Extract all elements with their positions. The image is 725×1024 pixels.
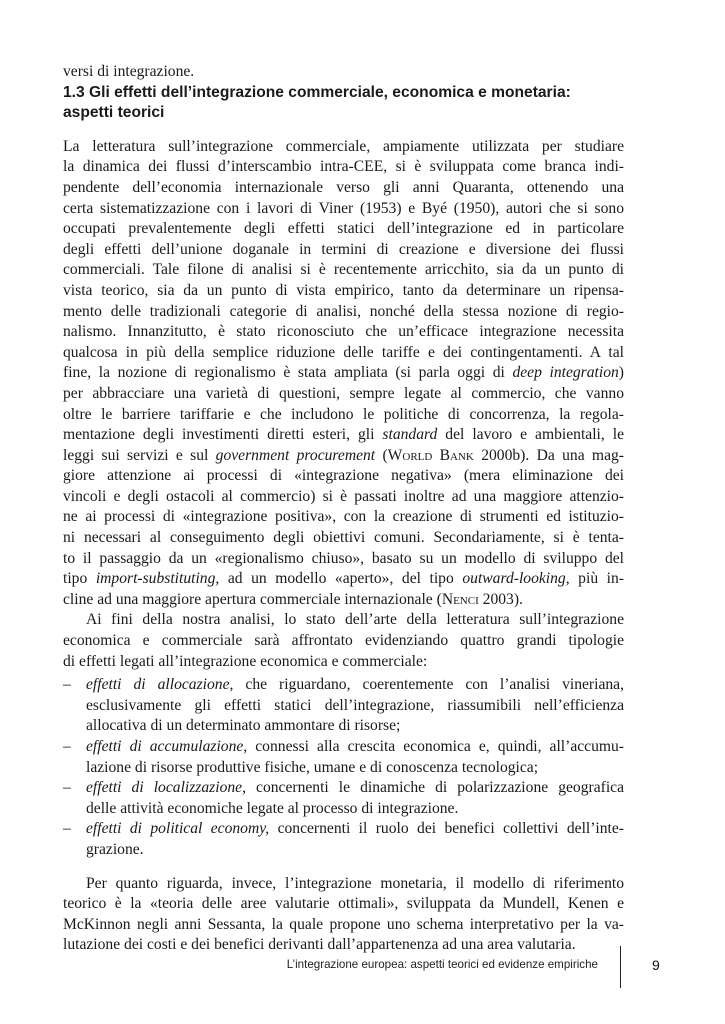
text-line: to il passaggio da un «regionalismo chiuso», basato su un modello di sviluppo del [63, 549, 624, 567]
text-line: delle attività economiche legate al processo di integrazione. [86, 799, 459, 817]
text-line: di effetti legati all’integrazione economica e commerciale: [63, 652, 428, 670]
text-line: lutazione dei costi e dei benefici derivanti dall’appartenenza ad una area valutaria. [63, 936, 576, 954]
text-line: allocativa di un determinato ammontare di risorse; [86, 717, 401, 735]
continued-text-line: versi di integrazione. [63, 63, 195, 80]
section-heading-line-1: 1.3 Gli effetti dell’integrazione commerciale, economica e monetaria: [63, 83, 571, 101]
text-line: teorico è la «teoria delle aree valutarie ottimali», sviluppata da Mundell, Kenen e [63, 895, 624, 913]
text-line: McKinnon negli anni Sessanta, la quale propone uno schema interpretativo per la va- [63, 915, 624, 933]
text-line: tipo import-substituting, ad un modello «aperto», del tipo outward-looking, più in- [63, 570, 624, 588]
text-line: occupati prevalentemente degli effetti statici dell’integrazione ed in particolare [63, 220, 624, 238]
text-line: vincoli e degli ostacoli al commercio) si è passati inoltre ad una maggiore attenzio- [63, 487, 624, 505]
text-line: cline ad una maggiore apertura commerciale internazionale (Nenci 2003). [63, 590, 523, 608]
paragraph-2 [63, 610, 624, 672]
text-line: per abbracciare una varietà di questioni, sempre legate al commercio, che vanno [63, 384, 624, 402]
text-line: esclusivamente gli effetti statici dell’integrazione, riassumibili nell’efficienza [86, 696, 624, 714]
text-line: Ai fini della nostra analisi, lo stato dell’arte della letteratura sull’integrazione [86, 611, 624, 629]
text-line: certa sistematizzazione con i lavori di Viner (1953) e Byé (1950), autori che si sono [63, 199, 624, 217]
text-line: ne ai processi di «integrazione positiva», con la creazione di strumenti ed istituzio- [63, 508, 624, 526]
dash-bullet: – [63, 820, 71, 838]
text-line: commerciali. Tale filone di analisi si è recentemente arricchito, sia da un punto di [63, 261, 624, 279]
section-heading-line-2: aspetti teorici [63, 104, 165, 122]
text-line: giore attenzione ai processi di «integrazione negativa» (mera eliminazione dei [63, 467, 624, 485]
dash-bullet: – [63, 779, 71, 797]
text-line: degli effetti dell’unione doganale in termini di creazione e diversione dei flussi [63, 240, 624, 258]
text-line: lazione di risorse produttive fisiche, umane e di conoscenza tecnologica; [86, 758, 539, 776]
page-body [63, 62, 624, 956]
paragraph-3 [63, 874, 624, 956]
text-line: La letteratura sull’integrazione commerciale, ampiamente utilizzata per studiare [63, 137, 624, 155]
paragraph-1 [63, 137, 624, 611]
page-number: 9 [652, 957, 660, 973]
text-line: la dinamica dei flussi d’interscambio intra-CEE, si è sviluppata come branca indi- [63, 158, 624, 176]
dash-bullet: – [63, 738, 71, 755]
text-line: mento delle tradizionali categorie di analisi, nonché della stessa nozione di regio- [63, 302, 624, 320]
text-line: qualcosa in più della semplice riduzione delle tariffe e dei contingentamenti. A tal [63, 343, 624, 361]
text-line: oltre le barriere tariffarie e che includono le politiche di concorrenza, la regola- [63, 405, 624, 423]
text-line: grazione. [86, 840, 144, 858]
text-line: ni necessari al conseguimento degli obiettivi comuni. Secondariamente, si è tenta- [63, 529, 624, 547]
text-line: vista teorico, sia da un punto di vista empirico, tanto da determinare un ripensa- [63, 281, 624, 299]
text-line: mentazione degli investimenti diretti esteri, gli standard del lavoro e ambientali, le [63, 426, 624, 444]
text-line: Per quanto riguarda, invece, l’integrazione monetaria, il modello di riferimento [86, 874, 624, 892]
spacer [63, 861, 624, 874]
spacer [63, 124, 624, 137]
list-item [63, 819, 624, 860]
running-title: L’integrazione europea: aspetti teorici ed evidenze empiriche [286, 958, 598, 971]
list-item [63, 737, 624, 778]
text-line: leggi sui servizi e sul government procurement (World Bank 2000b). Da una mag- [63, 446, 624, 464]
list-item [63, 778, 624, 819]
text-line: effetti di localizzazione, concernenti le dinamiche di polarizzazione geografica [86, 779, 624, 797]
dash-bullet: – [63, 676, 71, 694]
effects-list [63, 675, 624, 860]
text-line: fine, la nozione di regionalismo è stata ampliata (si parla oggi di deep integration) [63, 364, 624, 382]
text-line: effetti di allocazione, che riguardano, coerentemente con l’analisi vineriana, [86, 676, 624, 694]
text-line: effetti di political economy, concernenti il ruolo dei benefici collettivi dell’inte- [86, 820, 624, 838]
text-line: nalismo. Innanzitutto, è stato riconosciuto che un’efficace integrazione necessita [63, 323, 624, 341]
list-item [63, 675, 624, 737]
text-line: effetti di accumulazione, connessi alla crescita economica e, quindi, all’accumu- [86, 738, 624, 755]
text-line: pendente dell’economia internazionale verso gli anni Quaranta, ottenendo una [63, 178, 624, 196]
footer-divider [620, 946, 621, 988]
text-line: economica e commerciale sarà affrontato evidenziando quattro grandi tipologie [63, 632, 624, 650]
